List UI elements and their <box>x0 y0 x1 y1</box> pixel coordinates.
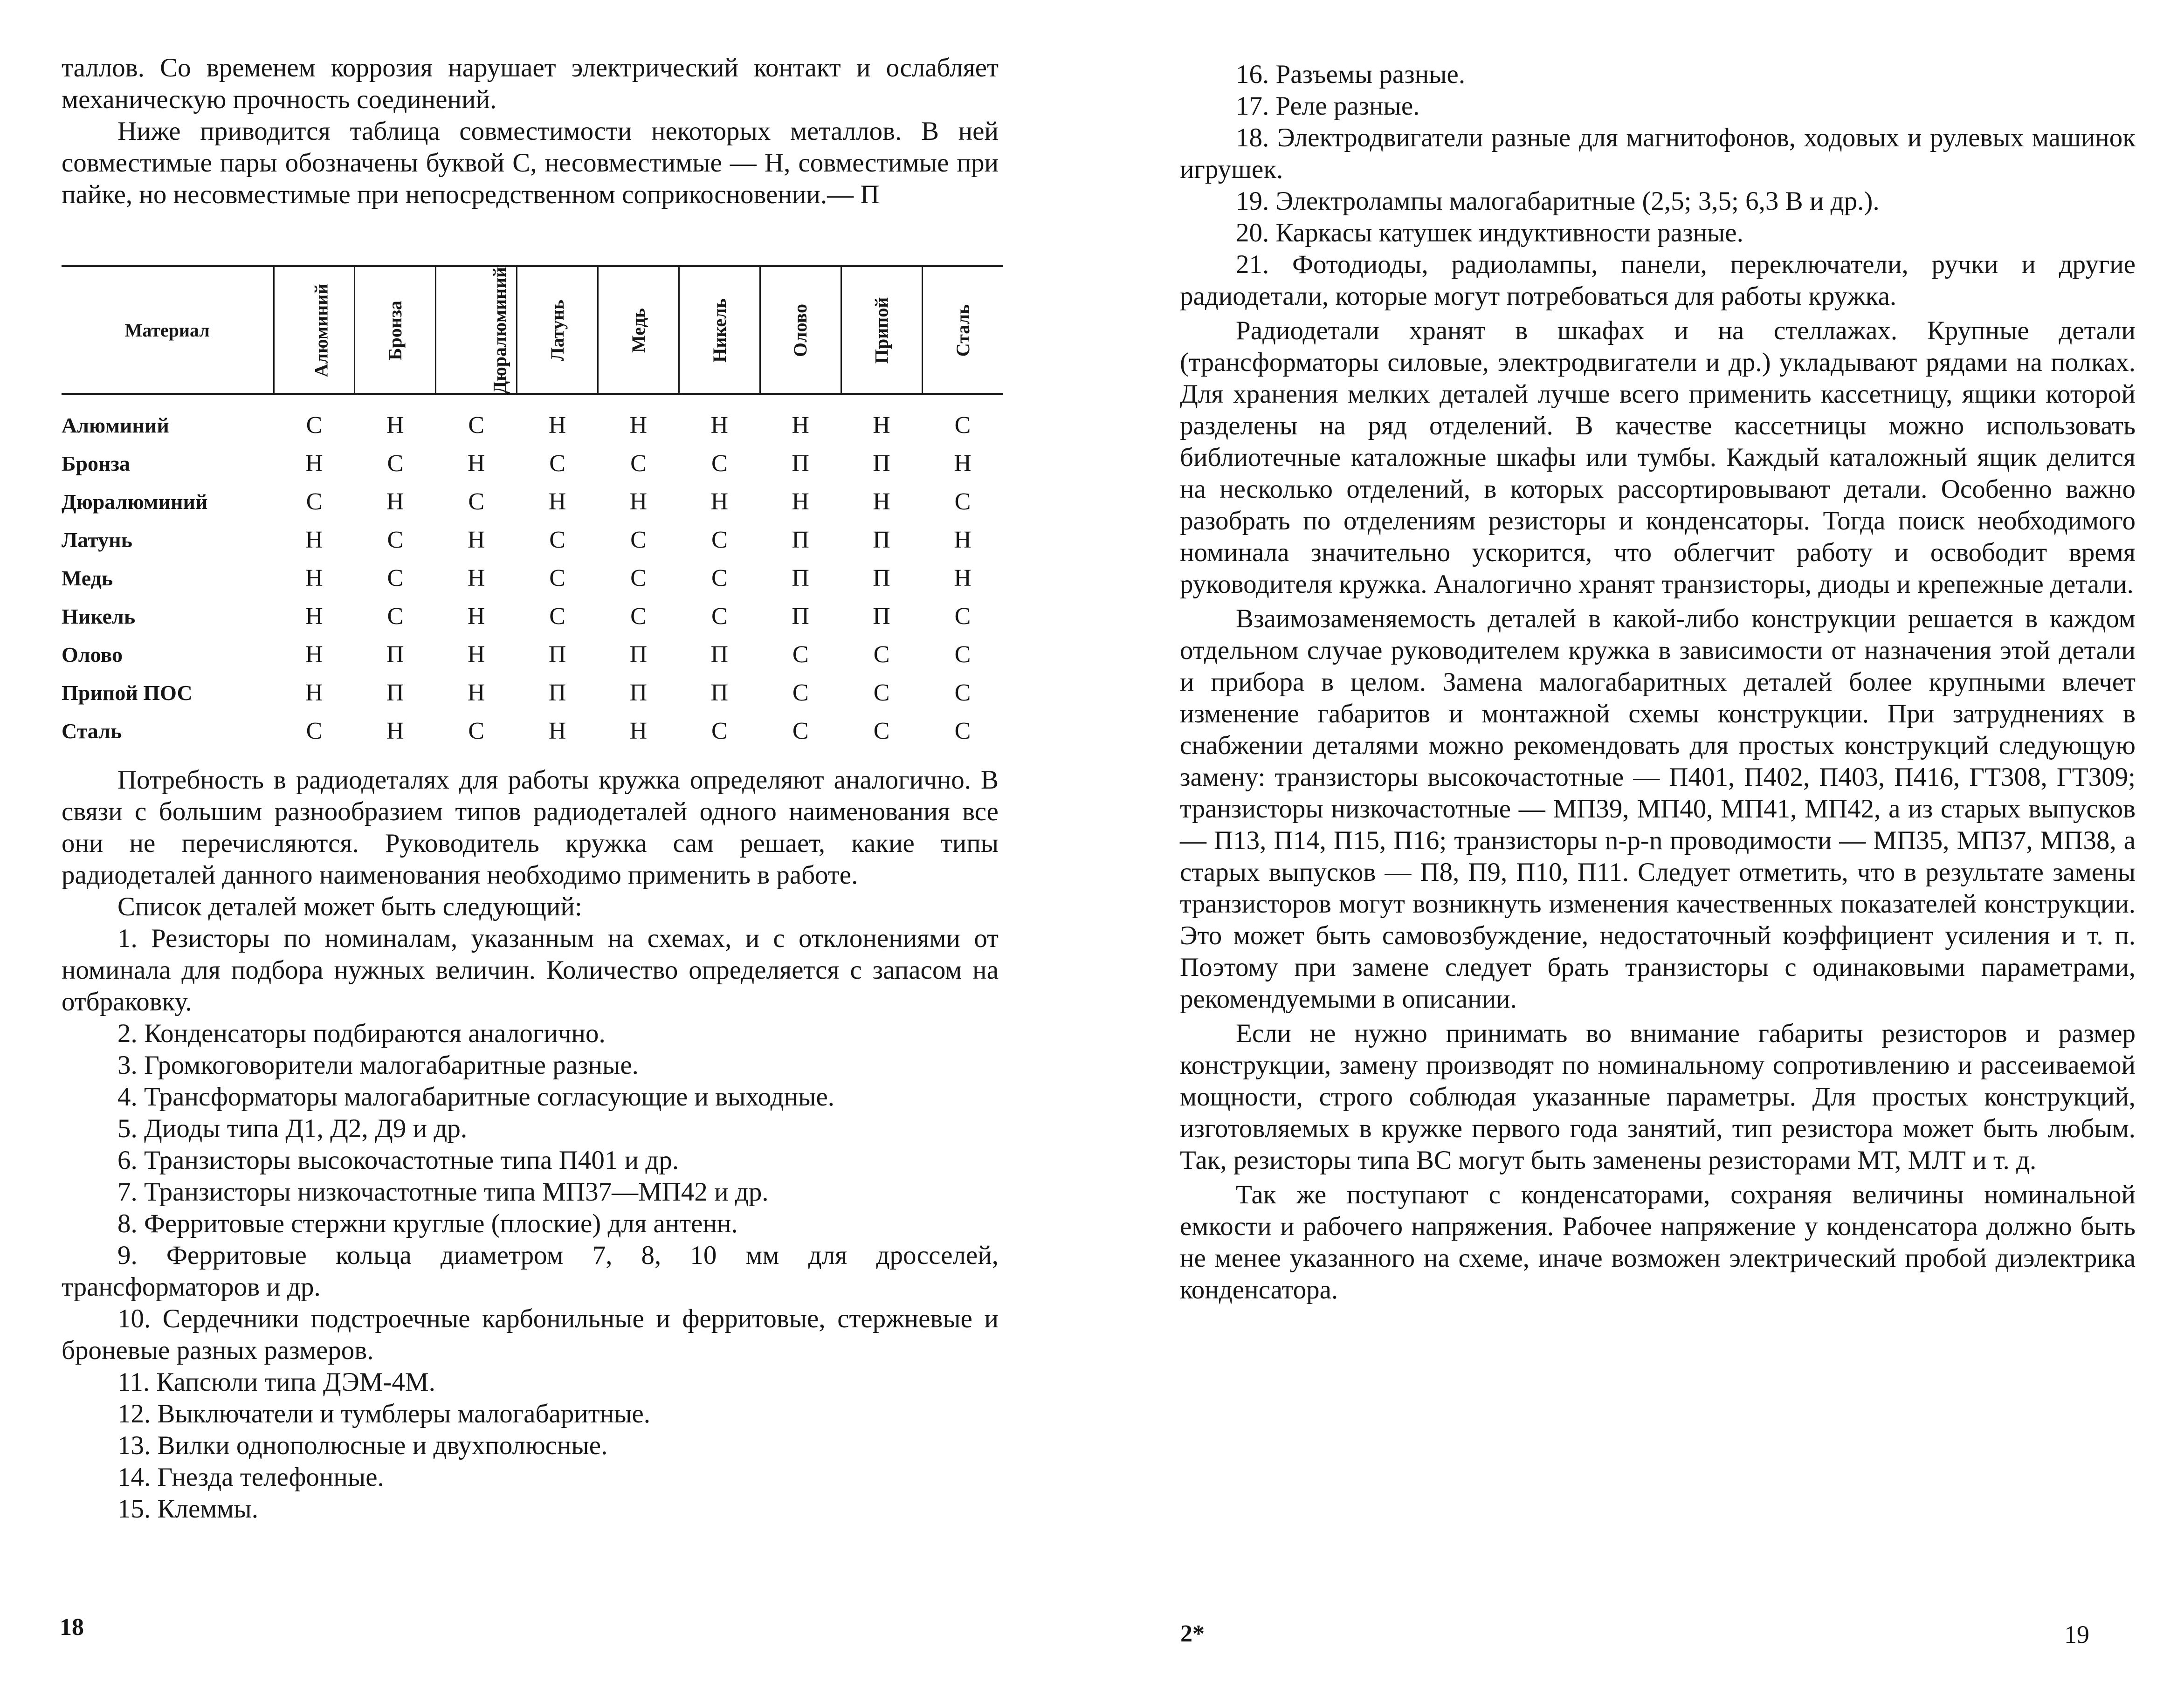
table-cell: С <box>306 412 323 439</box>
table-row <box>62 673 1003 712</box>
list-item: 5. Диоды типа Д1, Д2, Д9 и др. <box>117 1114 468 1143</box>
list-item: 14. Гнезда телефонные. <box>117 1462 384 1492</box>
table-cell: С <box>549 450 565 477</box>
list-item: 7. Транзисторы низкочастотные типа МП37—МП42 и др. <box>117 1177 769 1207</box>
table-cell: П <box>386 641 404 668</box>
left-body <box>62 764 999 1525</box>
table-cell: С <box>630 450 647 477</box>
table-cell: С <box>792 641 809 668</box>
row-header: Алюминий <box>62 413 169 437</box>
list-item: 13. Вилки однополюсные и двухполюсные. <box>117 1431 608 1460</box>
table-cell: П <box>548 679 566 706</box>
column-header: Припой <box>841 267 922 394</box>
table-cell: С <box>468 412 485 439</box>
column-header: Дюралюминий <box>436 267 517 394</box>
row-header: Бронза <box>62 451 130 475</box>
table-cell: С <box>954 717 971 744</box>
table-cell: С <box>873 717 890 744</box>
list-item: 21. Фотодиоды, радиолампы, панели, переключатели, ручки и другие радиодетали, которые могут потребоваться для работы кружка. <box>1180 250 2136 311</box>
row-header: Медь <box>62 566 113 590</box>
table-cell: С <box>306 717 323 744</box>
table-cell: Н <box>954 564 971 591</box>
column-header: Алюминий <box>274 267 355 394</box>
list-item: 6. Транзисторы высокочастотные типа П401 и др. <box>117 1146 679 1175</box>
table-cell: П <box>792 564 809 591</box>
parts-list <box>62 923 999 1525</box>
table-cell: С <box>468 488 485 515</box>
table-cell: С <box>873 641 890 668</box>
compatibility-table <box>62 265 1003 750</box>
table-cell: С <box>711 526 728 553</box>
table-cell: Н <box>467 526 485 553</box>
page-number: 19 <box>2064 1620 2089 1648</box>
table-cell: С <box>954 412 971 439</box>
parts-list-continued <box>1180 59 2136 312</box>
list-item: 20. Каркасы катушек индуктивности разные. <box>1236 218 1743 247</box>
table-row <box>62 394 1003 444</box>
table-cell: Н <box>954 450 971 477</box>
list-item: 8. Ферритовые стержни круглые (плоские) для антенн. <box>117 1209 738 1238</box>
table-cell: С <box>792 679 809 706</box>
table-cell: С <box>711 603 728 630</box>
list-item: 18. Электродвигатели разные для магнитофонов, ходовых и рулевых машинок игрушек. <box>1180 123 2136 184</box>
list-item: 3. Громкоговорители малогабаритные разные. <box>117 1050 639 1080</box>
table-cell: П <box>792 526 809 553</box>
table-cell: С <box>711 564 728 591</box>
table-cell: Н <box>873 488 890 515</box>
table-cell: Н <box>386 488 404 515</box>
table-cell: П <box>548 641 566 668</box>
table-cell: С <box>711 717 728 744</box>
list-item: 17. Реле разные. <box>1236 91 1420 121</box>
column-header: Сталь <box>922 267 1003 394</box>
table-row <box>62 712 1003 750</box>
signature-mark: 2* <box>1180 1620 1205 1647</box>
table-corner-header: Материал <box>62 267 274 394</box>
table-cell: Н <box>548 488 566 515</box>
table-cell: С <box>873 679 890 706</box>
table-cell: Н <box>629 412 648 439</box>
column-header: Олово <box>760 267 841 394</box>
paragraph: Ниже приводится таблица совместимости некоторых металлов. В ней совместимые пары обозначены буквой С, несовместимые — Н, совместимые при пайке, но несовместимые при непосредственном соприкосновении.— П <box>62 117 999 209</box>
table-row <box>62 444 1003 482</box>
row-header: Дюралюминий <box>62 489 208 514</box>
list-item: 10. Сердечники подстроечные карбонильные и ферритовые, стержневые и броневые разных размеров. <box>62 1304 999 1365</box>
table-cell: Н <box>792 412 809 439</box>
list-item: 2. Конденсаторы подбираются аналогично. <box>117 1019 606 1048</box>
row-header: Никель <box>62 604 136 628</box>
table-cell: П <box>629 641 648 668</box>
table-cell: Н <box>305 450 323 477</box>
paragraph: Потребность в радиодеталях для работы кружка определяют аналогично. В связи с большим разнообразием типов радиодеталей одного наименования все они не перечисляются. Руководитель кружка сам решает, какие типы радиодеталей данного наименования необходимо применить в работе. <box>62 765 999 890</box>
list-item: 19. Электролампы малогабаритные (2,5; 3,5; 6,3 В и др.). <box>1236 186 1880 216</box>
list-item: 1. Резисторы по номиналам, указанным на схемах, и с отклонениями от номинала для подбора нужных величин. Количество определяется с запасом на отбраковку. <box>62 924 999 1016</box>
table-cell: Н <box>629 488 648 515</box>
paragraph: Радиодетали хранят в шкафах и на стеллажах. Крупные детали (трансформаторы силовые, электродвигатели и др.) укладывают рядами на полках. Для хранения мелких деталей лучше всего применить кассетницу, ящики которой разделены на ряд отделений. В качестве кассетницы можно использовать библиотечные каталожные шкафы или тумбы. Каждый каталожный ящик делится на несколько отделений, в которых рассортировывают детали. Особенно важно разобрать по отделениям резисторы и конденсаторы. Тогда поиск необходимого номинала значительно ускорится, что облегчит работу и освободит время руководителя кружка. Аналогично хранят транзисторы, диоды и крепежные детали. <box>1180 316 2136 599</box>
table-cell: Н <box>467 603 485 630</box>
column-header: Бронза <box>355 267 436 394</box>
paragraph: Так же поступают с конденсаторами, сохраняя величины номинальной емкости и рабочего напряжения. Рабочее напряжение у конденсатора должно быть не менее указанного на схеме, иначе возможен электрический пробой диэлектрика конденсатора. <box>1180 1180 2136 1305</box>
table-row <box>62 635 1003 673</box>
table-cell: С <box>954 603 971 630</box>
row-header: Олово <box>62 642 123 666</box>
paragraph: Взаимозаменяемость деталей в какой-либо конструкции решается в каждом отдельном случае руководителем кружка в зависимости от назначения этой детали и прибора в целом. Замена малогабаритных деталей более крупными влечет изменение габаритов и монтажной схемы конструкции. При затруднениях в снабжении деталями можно рекомендовать для простых конструкций следующую замену: транзисторы высокочастотные — П401, П402, П403, П416, ГТ308, ГТ309; транзисторы низкочастотные — МП39, МП40, МП41, МП42, а из старых выпусков — П13, П14, П15, П16; транзисторы n-p-n проводимости — МП35, МП37, МП38, а старых выпусков — П8, П9, П10, П11. Следует отметить, что в результате замены транзисторов могут возникнуть изменения качественных показателей конструкции. Это может быть самовозбуждение, недостаточный коэффициент усиления и т. п. Поэтому при замене следует брать транзисторы с одинаковыми параметрами, рекомендуемыми в описании. <box>1180 604 2136 1014</box>
table-cell: С <box>387 603 404 630</box>
table-cell: П <box>710 679 729 706</box>
table-cell: С <box>630 603 647 630</box>
table-cell: Н <box>305 564 323 591</box>
table-row <box>62 482 1003 521</box>
table-cell: П <box>792 603 809 630</box>
table-cell: П <box>873 603 890 630</box>
right-body <box>1180 59 2136 1306</box>
table-cell: Н <box>548 717 566 744</box>
table-cell: Н <box>386 717 404 744</box>
table-cell: Н <box>629 717 648 744</box>
table-cell: С <box>387 526 404 553</box>
table-header-row <box>62 267 1003 394</box>
table-cell: П <box>873 450 890 477</box>
table-cell: П <box>710 641 729 668</box>
table-cell: Н <box>792 488 809 515</box>
table-cell: С <box>549 526 565 553</box>
list-item: 15. Клеммы. <box>117 1494 258 1524</box>
right-page <box>1092 0 2184 1689</box>
table-cell: Н <box>467 679 485 706</box>
table-cell: С <box>954 488 971 515</box>
page-number: 18 <box>60 1614 84 1641</box>
table-cell: П <box>873 564 890 591</box>
table-cell: С <box>387 564 404 591</box>
table-cell: С <box>630 564 647 591</box>
table-row <box>62 559 1003 597</box>
left-intro <box>62 52 999 211</box>
table-cell: Н <box>305 526 323 553</box>
paragraph: Список деталей может быть следующий: <box>117 892 582 921</box>
table-cell: С <box>711 450 728 477</box>
table-cell: С <box>387 450 404 477</box>
column-header: Латунь <box>517 267 598 394</box>
table-cell: Н <box>954 526 971 553</box>
table-cell: П <box>629 679 648 706</box>
table-cell: Н <box>467 641 485 668</box>
table-cell: П <box>873 526 890 553</box>
paragraph: Если не нужно принимать во внимание габариты резисторов и размер конструкции, замену производят по номинальному сопротивлению и рассеиваемой мощности, строго соблюдая указанные параметры. Для простых конструкций, изготовляемых в кружке первого года занятий, тип резистора может быть любым. Так, резисторы типа ВС могут быть заменены резисторами МТ, МЛТ и т. д. <box>1180 1019 2136 1175</box>
row-header: Латунь <box>62 528 132 552</box>
table-cell: Н <box>305 603 323 630</box>
table-cell: С <box>954 641 971 668</box>
table-cell: С <box>549 603 565 630</box>
table-cell: Н <box>548 412 566 439</box>
row-header: Припой ПОС <box>62 680 193 705</box>
table-row <box>62 597 1003 635</box>
table-row <box>62 521 1003 559</box>
column-header: Никель <box>679 267 760 394</box>
list-item: 12. Выключатели и тумблеры малогабаритные. <box>117 1399 651 1428</box>
table-cell: С <box>792 717 809 744</box>
table-cell: Н <box>305 641 323 668</box>
table-cell: П <box>386 679 404 706</box>
table-cell: С <box>954 679 971 706</box>
table-cell: Н <box>386 412 404 439</box>
table-cell: Н <box>467 450 485 477</box>
table-cell: П <box>792 450 809 477</box>
row-header: Сталь <box>62 719 122 743</box>
list-item: 9. Ферритовые кольца диаметром 7, 8, 10 мм для дросселей, трансформаторов и др. <box>62 1241 999 1302</box>
table-cell: Н <box>873 412 890 439</box>
table-cell: С <box>549 564 565 591</box>
list-item: 16. Разъемы разные. <box>1236 60 1466 89</box>
table-cell: С <box>306 488 323 515</box>
table-cell: Н <box>710 488 729 515</box>
table-cell: С <box>630 526 647 553</box>
table-cell: С <box>468 717 485 744</box>
table-cell: Н <box>467 564 485 591</box>
table-cell: Н <box>710 412 729 439</box>
column-header: Медь <box>598 267 679 394</box>
paragraph: таллов. Со временем коррозия нарушает электрический контакт и ослабляет механическую прочность соединений. <box>62 53 999 114</box>
list-item: 11. Капсюли типа ДЭМ-4М. <box>117 1367 435 1397</box>
table-cell: Н <box>305 679 323 706</box>
list-item: 4. Трансформаторы малогабаритные согласующие и выходные. <box>117 1082 834 1112</box>
